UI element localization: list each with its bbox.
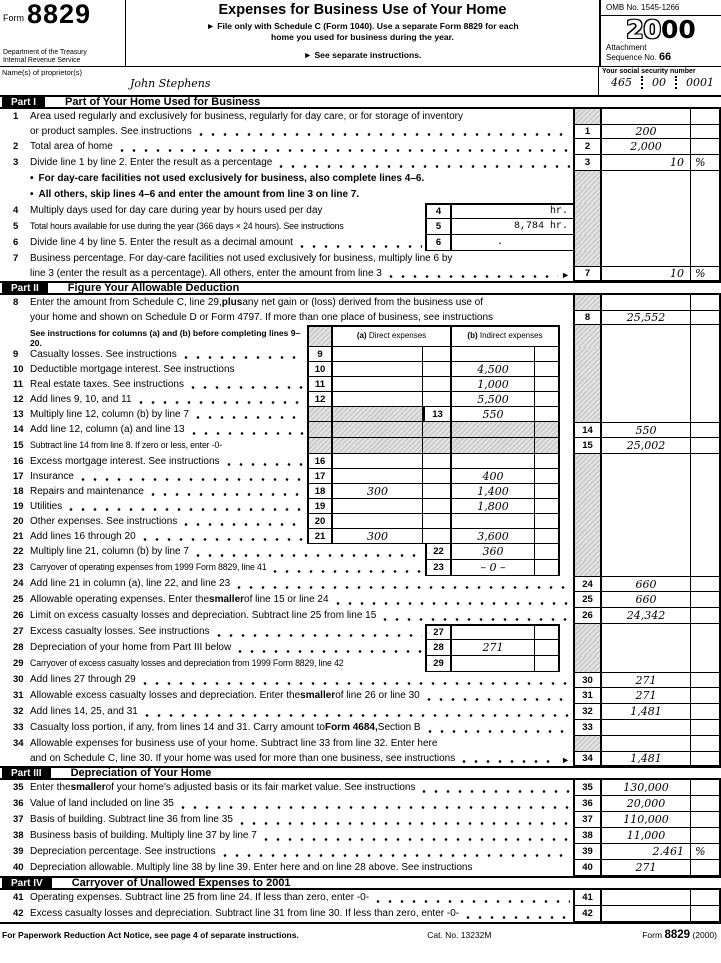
form-footer bbox=[0, 924, 721, 941]
line-10-row: 10 Deductible mortgage interest. See instructions 10 4,500 bbox=[0, 362, 721, 377]
line-12-row: 12 Add lines 9, 10, and 11 12 5,500 bbox=[0, 392, 721, 407]
line-13-value[interactable]: 550 bbox=[452, 407, 535, 422]
line-7-row2: line 3 (enter the result as a percentage). All others, enter the amount from line 3 ► 7 10 % bbox=[0, 266, 721, 281]
line-4-text: Multiply days used for day care during year by hours used per day bbox=[30, 205, 323, 216]
dept-irs: Internal Revenue Service bbox=[3, 57, 81, 64]
line-22-value[interactable]: 360 bbox=[452, 544, 535, 560]
line-17-text: Insurance bbox=[30, 471, 74, 482]
line-26-value[interactable]: 24,342 bbox=[602, 608, 690, 624]
shade-cell bbox=[573, 171, 602, 187]
line-19-text: Utilities bbox=[30, 501, 63, 512]
line-42-text: Excess casualty losses and depreciation. Subtract line 31 from line 30. If less than zero, enter -0- bbox=[30, 908, 460, 919]
paperwork-notice: For Paperwork Reduction Act Notice, see page 4 of separate instructions. bbox=[2, 930, 299, 940]
line-13-row: 13 Multiply line 12, column (b) by line 7 13 550 bbox=[0, 407, 721, 422]
line-26-text: Limit on excess casualty losses and depreciation. Subtract line 25 from line 15 bbox=[30, 610, 377, 621]
line-20-row: 20 Other expenses. See instructions 20 bbox=[0, 514, 721, 529]
line-10-indirect[interactable]: 4,500 bbox=[452, 362, 535, 377]
omb-year-block bbox=[599, 0, 721, 66]
part3-header bbox=[0, 766, 721, 780]
line-29-row: 29 Carryover of excess casualty losses and depreciation from 1999 Form 8829, line 42 29 bbox=[0, 656, 721, 672]
line-33-row: 33 Casualty loss portion, if any, from lines 14 and 31. Carry amount to Form 4684, Section B 33 bbox=[0, 720, 721, 736]
line-30-text: Add lines 27 through 29 bbox=[30, 674, 136, 685]
line-4-row: 4 Multiply days used for day care during year by hours used per day 4 hr. bbox=[0, 203, 721, 219]
line-27-text: Excess casualty losses. See instructions bbox=[30, 626, 210, 637]
line-9-direct[interactable] bbox=[333, 347, 423, 362]
line-39-unit: % bbox=[690, 844, 721, 860]
line-20-text: Other expenses. See instructions bbox=[30, 516, 178, 527]
line-38-row: 38 Business basis of building. Multiply line 37 by line 7 38 11,000 bbox=[0, 828, 721, 844]
line-9-row: 9 Casualty losses. See instructions 9 bbox=[0, 347, 721, 362]
line-19-indirect[interactable]: 1,800 bbox=[452, 499, 535, 514]
line-24-row: 24 Add line 21 in column (a), line 22, and line 23 24 660 bbox=[0, 576, 721, 592]
ssn-label: Your social security number bbox=[602, 68, 696, 75]
omb-number: OMB No. 1545-1266 bbox=[601, 0, 721, 16]
dot-leader bbox=[389, 270, 558, 279]
line-39-row: 39 Depreciation percentage. See instructions 39 2.461 % bbox=[0, 844, 721, 860]
line-25-row: 25 Allowable operating expenses. Enter the smaller of line 15 or line 24 25 660 bbox=[0, 592, 721, 608]
line-2-value[interactable]: 2,000 bbox=[602, 139, 690, 155]
line-40-text: Depreciation allowable. Multiply line 38 by line 39. Enter here and on line 28 above. See instructions bbox=[30, 862, 473, 873]
arrow-icon: ► bbox=[561, 754, 570, 765]
line-11-indirect[interactable]: 1,000 bbox=[452, 377, 535, 392]
part2-label: Part II bbox=[2, 283, 48, 293]
form-number-block bbox=[0, 0, 126, 66]
line-9-text: Casualty losses. See instructions bbox=[30, 349, 177, 360]
line-37-row: 37 Basis of building. Subtract line 36 from line 35 37 110,000 bbox=[0, 812, 721, 828]
line-15-value[interactable]: 25,002 bbox=[602, 438, 690, 454]
form-footer-id: Form 8829 (2000) bbox=[642, 929, 717, 941]
dot-leader bbox=[199, 128, 570, 137]
part2-title: Figure Your Allowable Deduction bbox=[67, 282, 240, 294]
line-32-row: 32 Add lines 14, 25, and 31 32 1,481 bbox=[0, 704, 721, 720]
line-39-value[interactable]: 2.461 bbox=[602, 844, 690, 860]
line-3-row: 3 Divide line 1 by line 2. Enter the result as a percentage 3 10 % bbox=[0, 155, 721, 171]
catalog-number: Cat. No. 13232M bbox=[427, 930, 492, 940]
line-13-text: Multiply line 12, column (b) by line 7 bbox=[30, 409, 189, 420]
line-19-row: 19 Utilities 19 1,800 bbox=[0, 499, 721, 514]
part4-label: Part IV bbox=[2, 878, 52, 888]
line-40-row: 40 Depreciation allowable. Multiply line 38 by line 39. Enter here and on line 28 above. See instructions 40 271 bbox=[0, 860, 721, 876]
line-32-text: Add lines 14, 25, and 31 bbox=[30, 706, 138, 717]
line-2-row: 2 Total area of home 2 2,000 bbox=[0, 139, 721, 155]
line-26-row: 26 Limit on excess casualty losses and depreciation. Subtract line 25 from line 15 26 24,342 bbox=[0, 608, 721, 624]
line-6-row: 6 Divide line 4 by line 5. Enter the result as a decimal amount 6 . bbox=[0, 235, 721, 251]
proprietor-name-field[interactable]: John Stephens bbox=[130, 77, 211, 90]
line-5-value[interactable]: 8,784 hr. bbox=[452, 219, 573, 235]
line-15-text: Subtract line 14 from line 8. If zero or less, enter -0- bbox=[30, 440, 223, 450]
line-11-direct[interactable] bbox=[333, 377, 423, 392]
line-34-value[interactable]: 1,481 bbox=[602, 751, 690, 766]
part1-title: Part of Your Home Used for Business bbox=[65, 96, 261, 108]
shade-cell bbox=[573, 109, 602, 124]
line-22-row: 22 Multiply line 21, column (b) by line 7 22 360 bbox=[0, 544, 721, 560]
line-1-row2: or product samples. See instructions 1 200 bbox=[0, 124, 721, 139]
line-39-text: Depreciation percentage. See instructions bbox=[30, 846, 216, 857]
line-40-value[interactable]: 271 bbox=[602, 860, 690, 876]
line-5-row: 5 Total hours available for use during the year (366 days × 24 hours). See instructions 5 8,784 hr. bbox=[0, 219, 721, 235]
line-21-direct[interactable]: 300 bbox=[333, 529, 423, 544]
line-18-row: 18 Repairs and maintenance 18 300 1,400 bbox=[0, 484, 721, 499]
part1-label: Part I bbox=[2, 97, 45, 107]
line-36-value[interactable]: 20,000 bbox=[602, 796, 690, 812]
line-1-row bbox=[0, 109, 721, 124]
line-28-row: 28 Depreciation of your home from Part III below 28 271 bbox=[0, 640, 721, 656]
line-37-value[interactable]: 110,000 bbox=[602, 812, 690, 828]
line-4-value[interactable]: hr. bbox=[452, 203, 573, 219]
line-2-text: Total area of home bbox=[30, 141, 113, 152]
arrow-icon: ► bbox=[561, 269, 570, 280]
line-1-cents[interactable] bbox=[690, 124, 721, 139]
line-12-direct[interactable] bbox=[333, 392, 423, 407]
line-21-row: 21 Add lines 16 through 20 21 300 3,600 bbox=[0, 529, 721, 544]
line-23-text: Carryover of operating expenses from 1999 Form 8829, line 41 bbox=[30, 562, 267, 572]
line-16-direct[interactable] bbox=[333, 454, 423, 469]
line-7-row: 7 Business percentage. For day-care facilities not used exclusively for business, multiply line 6 by bbox=[0, 251, 721, 266]
line-7-text: Business percentage. For day-care facilities not used exclusively for business, multiply line 6 by bbox=[30, 253, 453, 264]
dept-treasury: Department of the Treasury bbox=[3, 49, 87, 56]
form-word: Form bbox=[3, 13, 24, 23]
dot-leader bbox=[300, 240, 422, 249]
line-17-indirect[interactable]: 400 bbox=[452, 469, 535, 484]
line-18-text: Repairs and maintenance bbox=[30, 486, 144, 497]
line-11-row: 11 Real estate taxes. See instructions 11 1,000 bbox=[0, 377, 721, 392]
form-subtitle-2: home you used for business during the year. bbox=[271, 31, 454, 42]
line-42-value[interactable] bbox=[602, 906, 690, 922]
line-29-text: Carryover of excess casualty losses and depreciation from 1999 Form 8829, line 42 bbox=[30, 658, 344, 668]
line-21-indirect[interactable]: 3,600 bbox=[452, 529, 535, 544]
bullet-1-row bbox=[0, 171, 721, 187]
line-17-row: 17 Insurance 17 400 bbox=[0, 469, 721, 484]
tax-year: 2000 bbox=[626, 15, 696, 44]
line-3-text: Divide line 1 by line 2. Enter the result as a percentage bbox=[30, 157, 273, 168]
line-32-value[interactable]: 1,481 bbox=[602, 704, 690, 720]
attachment-label: Attachment bbox=[606, 43, 647, 52]
line-1-number: 1 bbox=[13, 111, 19, 122]
bullet-icon: • bbox=[30, 173, 34, 184]
line-6-text: Divide line 4 by line 5. Enter the result as a decimal amount bbox=[30, 237, 293, 248]
columns-note: See instructions for columns (a) and (b) before completing lines 9–20. bbox=[30, 328, 301, 348]
part4-header bbox=[0, 876, 721, 890]
proprietor-name-label: Name(s) of proprietor(s) bbox=[2, 68, 83, 77]
line-31-row: 31 Allowable excess casualty losses and depreciation. Enter the smaller of line 26 or line 30 31 271 bbox=[0, 688, 721, 704]
line-6-value[interactable]: . bbox=[452, 235, 573, 251]
line-11-text: Real estate taxes. See instructions bbox=[30, 379, 184, 390]
bullet-2-row bbox=[0, 187, 721, 203]
line-1-text: Area used regularly and exclusively for business, regularly for day care, or for storage of inventory bbox=[30, 111, 463, 122]
line-37-text: Basis of building. Subtract line 36 from line 35 bbox=[30, 814, 233, 825]
line-36-text: Value of land included on line 35 bbox=[30, 798, 174, 809]
line-38-text: Business basis of building. Multiply line 37 by line 7 bbox=[30, 830, 257, 841]
column-b-header: (b) Indirect expenses bbox=[452, 325, 560, 347]
line-34-text: Allowable expenses for business use of your home. Subtract line 33 from line 32. Enter here bbox=[30, 738, 438, 749]
line-3-value[interactable]: 10 bbox=[602, 155, 690, 171]
column-a-header: (a) Direct expenses bbox=[333, 325, 452, 347]
line-21-text: Add lines 16 through 20 bbox=[30, 531, 136, 542]
form-title: Expenses for Business Use of Your Home bbox=[218, 2, 507, 18]
line-5-text: Total hours available for use during the year (366 days × 24 hours). See instructions bbox=[30, 221, 344, 231]
line-28-value[interactable]: 271 bbox=[452, 640, 535, 656]
line-34-row: 34 Allowable expenses for business use of your home. Subtract line 33 from line 32. Enter here bbox=[0, 736, 721, 751]
line-42-row: 42 Excess casualty losses and depreciation. Subtract line 31 from line 30. If less than zero, enter -0- 42 bbox=[0, 906, 721, 922]
line-3-unit: % bbox=[690, 155, 721, 171]
dot-leader bbox=[279, 160, 570, 169]
line-34-row2: and on Schedule C, line 30. If your home was used for more than one business, see instructions ► 34 1,481 bbox=[0, 751, 721, 766]
line-14-row: 14 Add line 12, column (a) and line 13 14 550 bbox=[0, 422, 721, 438]
line-38-value[interactable]: 11,000 bbox=[602, 828, 690, 844]
part3-title: Depreciation of Your Home bbox=[70, 767, 212, 779]
line-18-direct[interactable]: 300 bbox=[333, 484, 423, 499]
line-15-row: 15 Subtract line 14 from line 8. If zero or less, enter -0- 15 25,002 bbox=[0, 438, 721, 454]
line-12-indirect[interactable]: 5,500 bbox=[452, 392, 535, 407]
line-41-value[interactable] bbox=[602, 890, 690, 906]
line-20-direct[interactable] bbox=[333, 514, 423, 529]
line-22-text: Multiply line 21, column (b) by line 7 bbox=[30, 546, 189, 557]
shade-cell bbox=[307, 325, 333, 347]
name-ssn-row bbox=[0, 67, 721, 95]
line-19-direct[interactable] bbox=[333, 499, 423, 514]
line-12-text: Add lines 9, 10, and 11 bbox=[30, 394, 132, 405]
line-10-direct[interactable] bbox=[333, 362, 423, 377]
line-30-row: 30 Add lines 27 through 29 30 271 bbox=[0, 672, 721, 688]
line-14-text: Add line 12, column (a) and line 13 bbox=[30, 424, 185, 435]
line-9-indirect[interactable] bbox=[452, 347, 535, 362]
line-29-value[interactable] bbox=[452, 656, 535, 672]
line-16-indirect[interactable] bbox=[452, 454, 535, 469]
line-31-text: Allowable excess casualty losses and depreciation. Enter the bbox=[30, 690, 301, 701]
line-25-text: Allowable operating expenses. Enter the bbox=[30, 594, 210, 605]
line-16-text: Excess mortgage interest. See instructions bbox=[30, 456, 220, 467]
form-number: 8829 bbox=[27, 0, 92, 29]
line-25-value[interactable]: 660 bbox=[602, 592, 690, 608]
line-28-text: Depreciation of your home from Part III below bbox=[30, 642, 232, 653]
dot-leader bbox=[120, 144, 570, 153]
line-24-value[interactable]: 660 bbox=[602, 576, 690, 592]
line-35-text: Enter the bbox=[30, 782, 71, 793]
line-8-row: 8 Enter the amount from Schedule C, line 29, plus any net gain or (loss) derived from the business use of bbox=[0, 295, 721, 310]
bullet-icon: • bbox=[30, 189, 34, 200]
line-30-value[interactable]: 271 bbox=[602, 672, 690, 688]
line-35-value[interactable]: 130,000 bbox=[602, 780, 690, 796]
line-31-value[interactable]: 271 bbox=[602, 688, 690, 704]
line-8-text: Enter the amount from Schedule C, line 29, bbox=[30, 297, 222, 308]
bullet-1-text: For day-care facilities not used exclusively for business, also complete lines 4–6. bbox=[38, 173, 425, 184]
part3-label: Part III bbox=[2, 768, 51, 778]
line-23-row: 23 Carryover of operating expenses from 1999 Form 8829, line 41 23 – 0 – bbox=[0, 560, 721, 576]
line-10-text: Deductible mortgage interest. See instructions bbox=[30, 364, 235, 375]
line-23-value[interactable]: – 0 – bbox=[452, 560, 535, 576]
bullet-2-text: All others, skip lines 4–6 and enter the amount from line 3 on line 7. bbox=[38, 189, 360, 200]
line-7-unit: % bbox=[690, 266, 721, 281]
line-8-value[interactable]: 25,552 bbox=[602, 310, 690, 325]
line-36-row: 36 Value of land included on line 35 36 20,000 bbox=[0, 796, 721, 812]
line-24-text: Add line 21 in column (a), line 22, and line 23 bbox=[30, 578, 231, 589]
line-20-indirect[interactable] bbox=[452, 514, 535, 529]
line-17-direct[interactable] bbox=[333, 469, 423, 484]
form-see-instructions: ► See separate instructions. bbox=[303, 50, 422, 60]
line-35-row: 35 Enter the smaller of your home's adjusted basis or its fair market value. See instructions 35 130,000 bbox=[0, 780, 721, 796]
form-subtitle-1: ► File only with Schedule C (Form 1040). Use a separate Form 8829 for each bbox=[206, 21, 519, 31]
line-14-value[interactable]: 550 bbox=[602, 422, 690, 438]
line-27-row: 27 Excess casualty losses. See instructions 27 bbox=[0, 624, 721, 640]
form-header bbox=[0, 0, 721, 67]
form-title-block bbox=[126, 0, 599, 66]
part2-header bbox=[0, 281, 721, 295]
column-header-row bbox=[0, 325, 721, 347]
sequence-label: Sequence No. 66 bbox=[606, 50, 672, 63]
line-41-row: 41 Operating expenses. Subtract line 25 from line 24. If less than zero, enter -0- 41 bbox=[0, 890, 721, 906]
ssn-field[interactable]: 465 00 0001 bbox=[602, 76, 721, 89]
part1-header bbox=[0, 95, 721, 109]
line-7-value[interactable]: 10 bbox=[602, 266, 690, 281]
line-8-row2: your home and shown on Schedule D or Form 4797. If more than one place of business, see instructions 8 25,552 bbox=[0, 310, 721, 325]
line-18-indirect[interactable]: 1,400 bbox=[452, 484, 535, 499]
line-33-value[interactable] bbox=[602, 720, 690, 736]
line-16-row: 16 Excess mortgage interest. See instructions 16 bbox=[0, 454, 721, 469]
line-41-text: Operating expenses. Subtract line 25 from line 24. If less than zero, enter -0- bbox=[30, 892, 370, 903]
line-33-text: Casualty loss portion, if any, from lines 14 and 31. Carry amount to bbox=[30, 722, 325, 733]
part4-title: Carryover of Unallowed Expenses to 2001 bbox=[71, 877, 291, 889]
line-27-value[interactable] bbox=[452, 624, 535, 640]
line-1-value[interactable]: 200 bbox=[602, 124, 690, 139]
